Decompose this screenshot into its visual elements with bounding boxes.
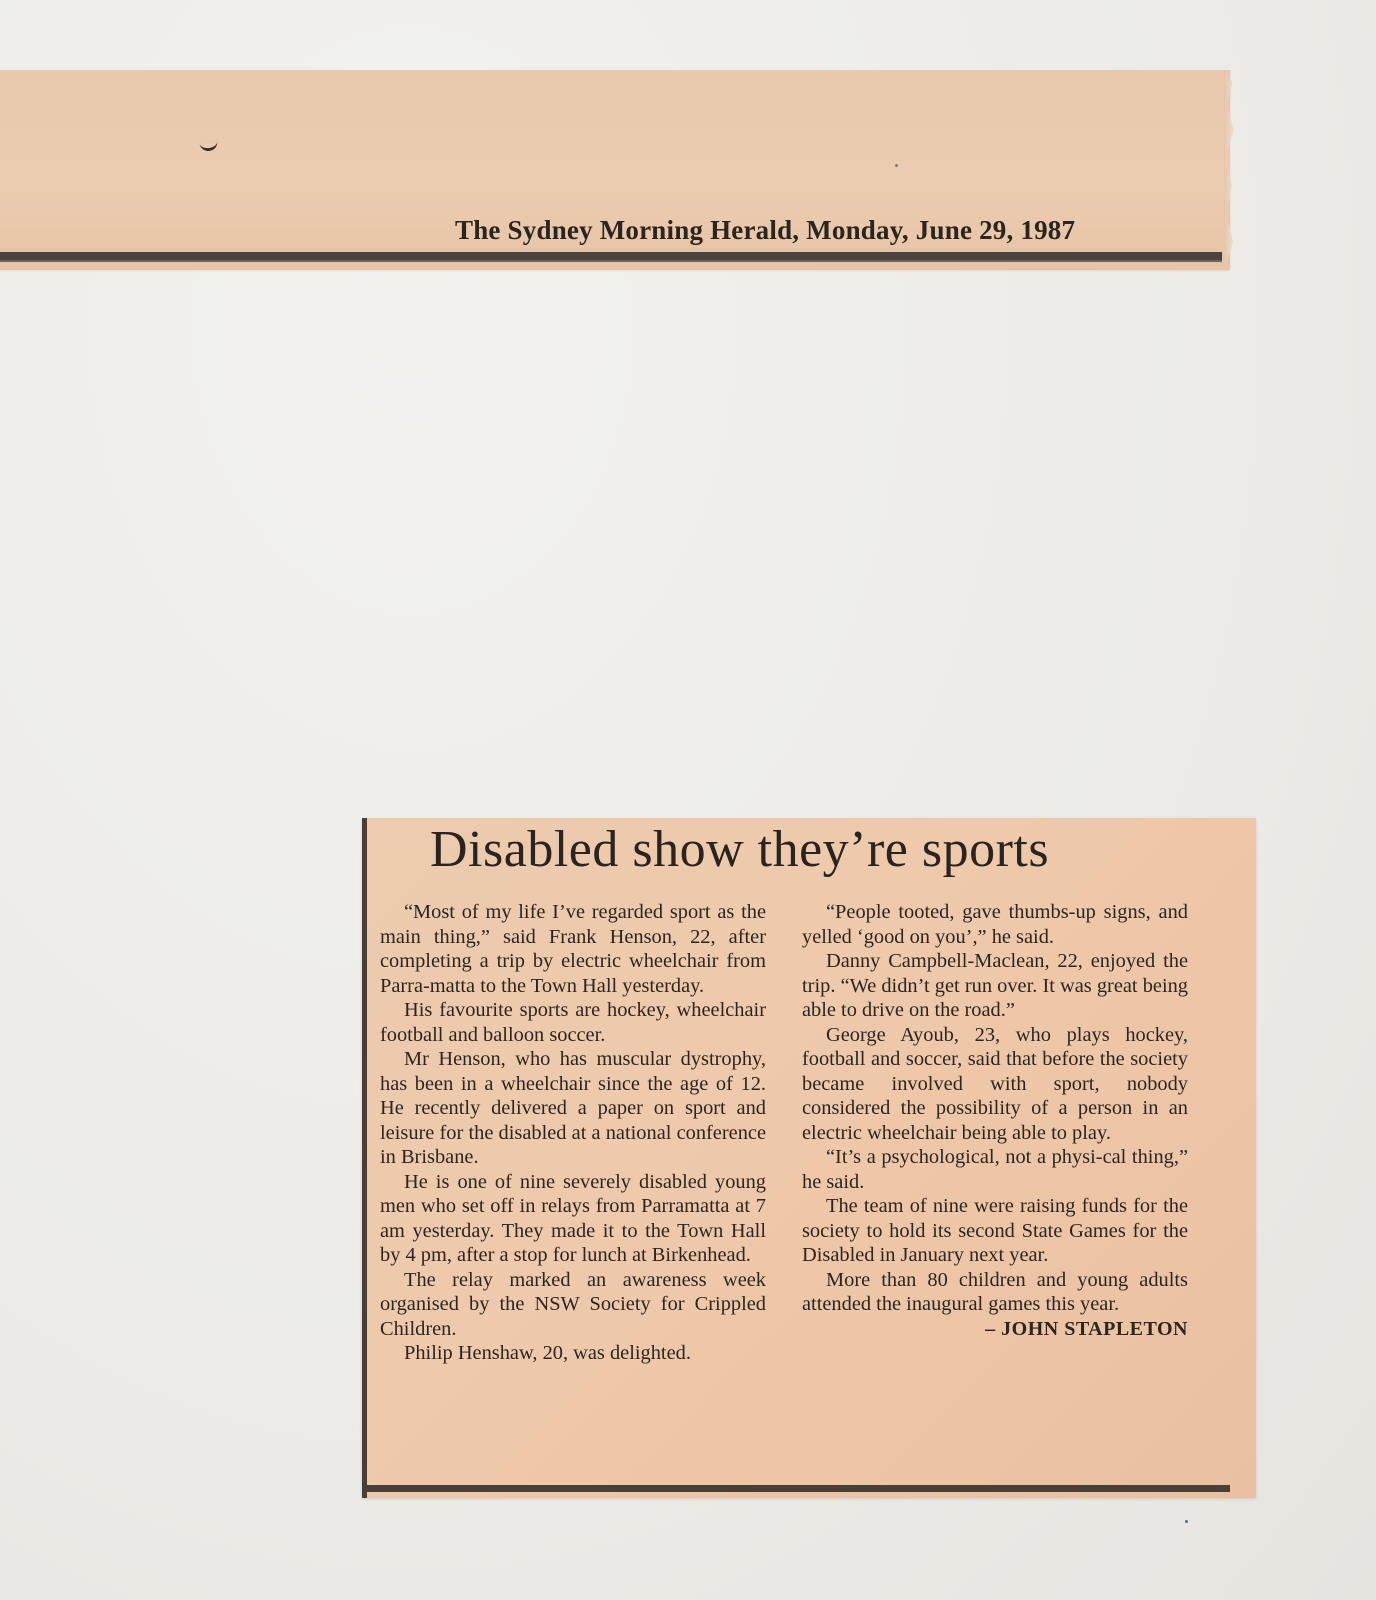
article-column-left	[380, 900, 766, 1366]
article-paragraph: He is one of nine severely disabled young men who set off in relays from Parramatta at 7 am yesterday. They made it to the Town Hall by 4 pm, after a stop for lunch at Birkenhead.	[380, 1170, 766, 1266]
article-paragraph: The team of nine were raising funds for the society to hold its second State Games for the Disabled in January next year.	[802, 1195, 1188, 1266]
article-paragraph: George Ayoub, 23, who plays hockey, football and soccer, said that before the society became involved with sport, nobody considered the possibility of a person in an electric wheelchair being able to play.	[802, 1023, 1188, 1144]
bottom-rule	[362, 1485, 1230, 1492]
article-column-right	[802, 900, 1188, 1341]
column-rule	[362, 818, 367, 1498]
article-paragraph: Philip Henshaw, 20, was delighted.	[404, 1342, 691, 1364]
article-clipping	[362, 818, 1256, 1498]
article-byline: – JOHN STAPLETON	[985, 1317, 1188, 1340]
article-headline: Disabled show they’re sports	[430, 821, 1050, 878]
paper-speck	[895, 164, 898, 167]
article-paragraph: Danny Campbell-Maclean, 22, enjoyed the trip. “We didn’t get run over. It was great being able to drive on the road.”	[802, 950, 1188, 1021]
article-paragraph: “It’s a psychological, not a physi-cal thing,” he said.	[802, 1146, 1188, 1193]
article-paragraph: “Most of my life I’ve regarded sport as the main thing,” said Frank Henson, 22, after completing a trip by electric wheelchair from Parra-matta to the Town Hall yesterday.	[380, 901, 766, 997]
article-paragraph: “People tooted, gave thumbs-up signs, and yelled ‘good on you’,” he said.	[802, 901, 1188, 948]
article-paragraph: Mr Henson, who has muscular dystrophy, has been in a wheelchair since the age of 12. He recently delivered a paper on sport and leisure for the disabled at a national conference in Brisbane.	[380, 1048, 766, 1168]
paper-speck	[1185, 1520, 1188, 1523]
article-paragraph: His favourite sports are hockey, wheelchair football and balloon soccer.	[380, 999, 766, 1046]
torn-edge	[1224, 70, 1238, 270]
article-paragraph: The relay marked an awareness week organised by the NSW Society for Crippled Children.	[380, 1268, 766, 1340]
article-paragraph: More than 80 children and young adults attended the inaugural games this year.	[802, 1268, 1188, 1315]
masthead-rule	[0, 252, 1222, 262]
masthead-dateline: The Sydney Morning Herald, Monday, June 29, 1987	[455, 215, 1076, 245]
